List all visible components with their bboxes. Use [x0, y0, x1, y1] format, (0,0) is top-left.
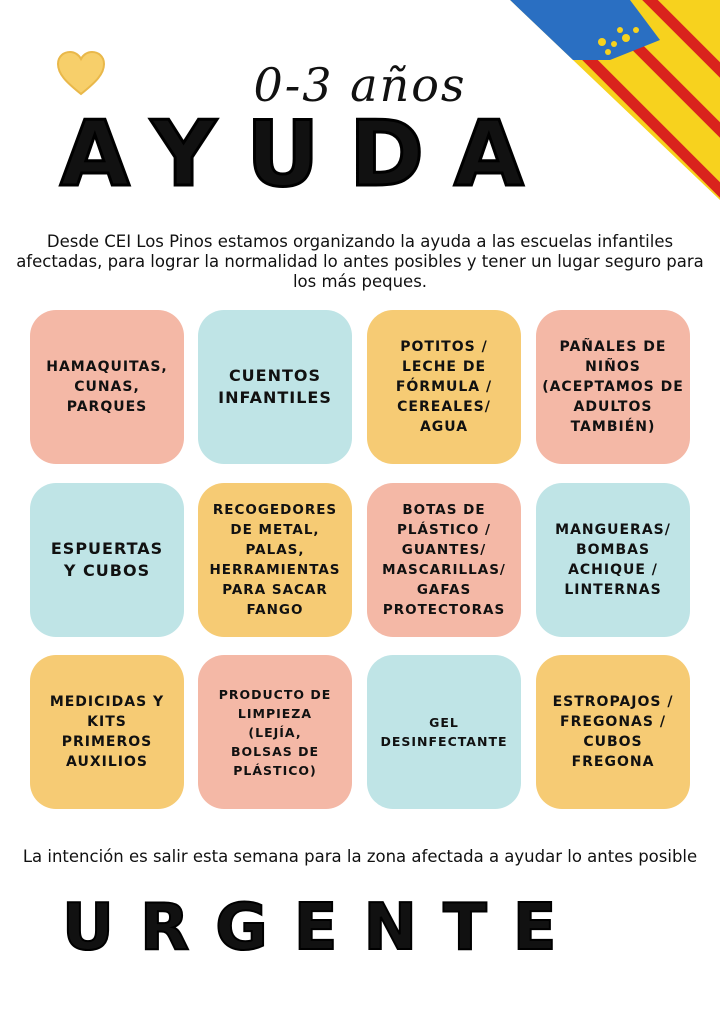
card-limpieza: PRODUCTO DE LIMPIEZA (LEJÍA, BOLSAS DE PLÁSTICO) [198, 655, 352, 809]
card-medicinas: MEDICIDAS Y KITS PRIMEROS AUXILIOS [30, 655, 184, 809]
items-grid [30, 310, 690, 810]
card-estropajos: ESTROPAJOS / FREGONAS / CUBOS FREGONA [536, 655, 690, 809]
outro-text: La intención es salir esta semana para la zona afectada a ayudar lo antes posible [22, 847, 698, 866]
intro-text: Desde CEI Los Pinos estamos organizando la ayuda a las escuelas infantiles afectadas, para lograr la normalidad lo antes posibles y tener un lugar seguro para los más peques. [16, 232, 704, 291]
page-title: AYUDA [60, 102, 554, 207]
card-potitos: POTITOS / LECHE DE FÓRMULA / CEREALES/ AGUA [367, 310, 521, 464]
card-hamaquitas: HAMAQUITAS, CUNAS, PARQUES [30, 310, 184, 464]
card-recogedores: RECOGEDORES DE METAL, PALAS, HERRAMIENTAS PARA SACAR FANGO [198, 483, 352, 637]
card-botas: BOTAS DE PLÁSTICO / GUANTES/ MASCARILLAS/ GAFAS PROTECTORAS [367, 483, 521, 637]
card-espuertas: ESPUERTAS Y CUBOS [30, 483, 184, 637]
card-gel: GEL DESINFECTANTE [367, 655, 521, 809]
age-subtitle: 0-3 años [253, 58, 467, 112]
urgent-label: URGENTE [62, 891, 583, 965]
card-cuentos: CUENTOS INFANTILES [198, 310, 352, 464]
card-mangueras: MANGUERAS/ BOMBAS ACHIQUE / LINTERNAS [536, 483, 690, 637]
card-panales: PAÑALES DE NIÑOS (ACEPTAMOS DE ADULTOS TAMBIÉN) [536, 310, 690, 464]
